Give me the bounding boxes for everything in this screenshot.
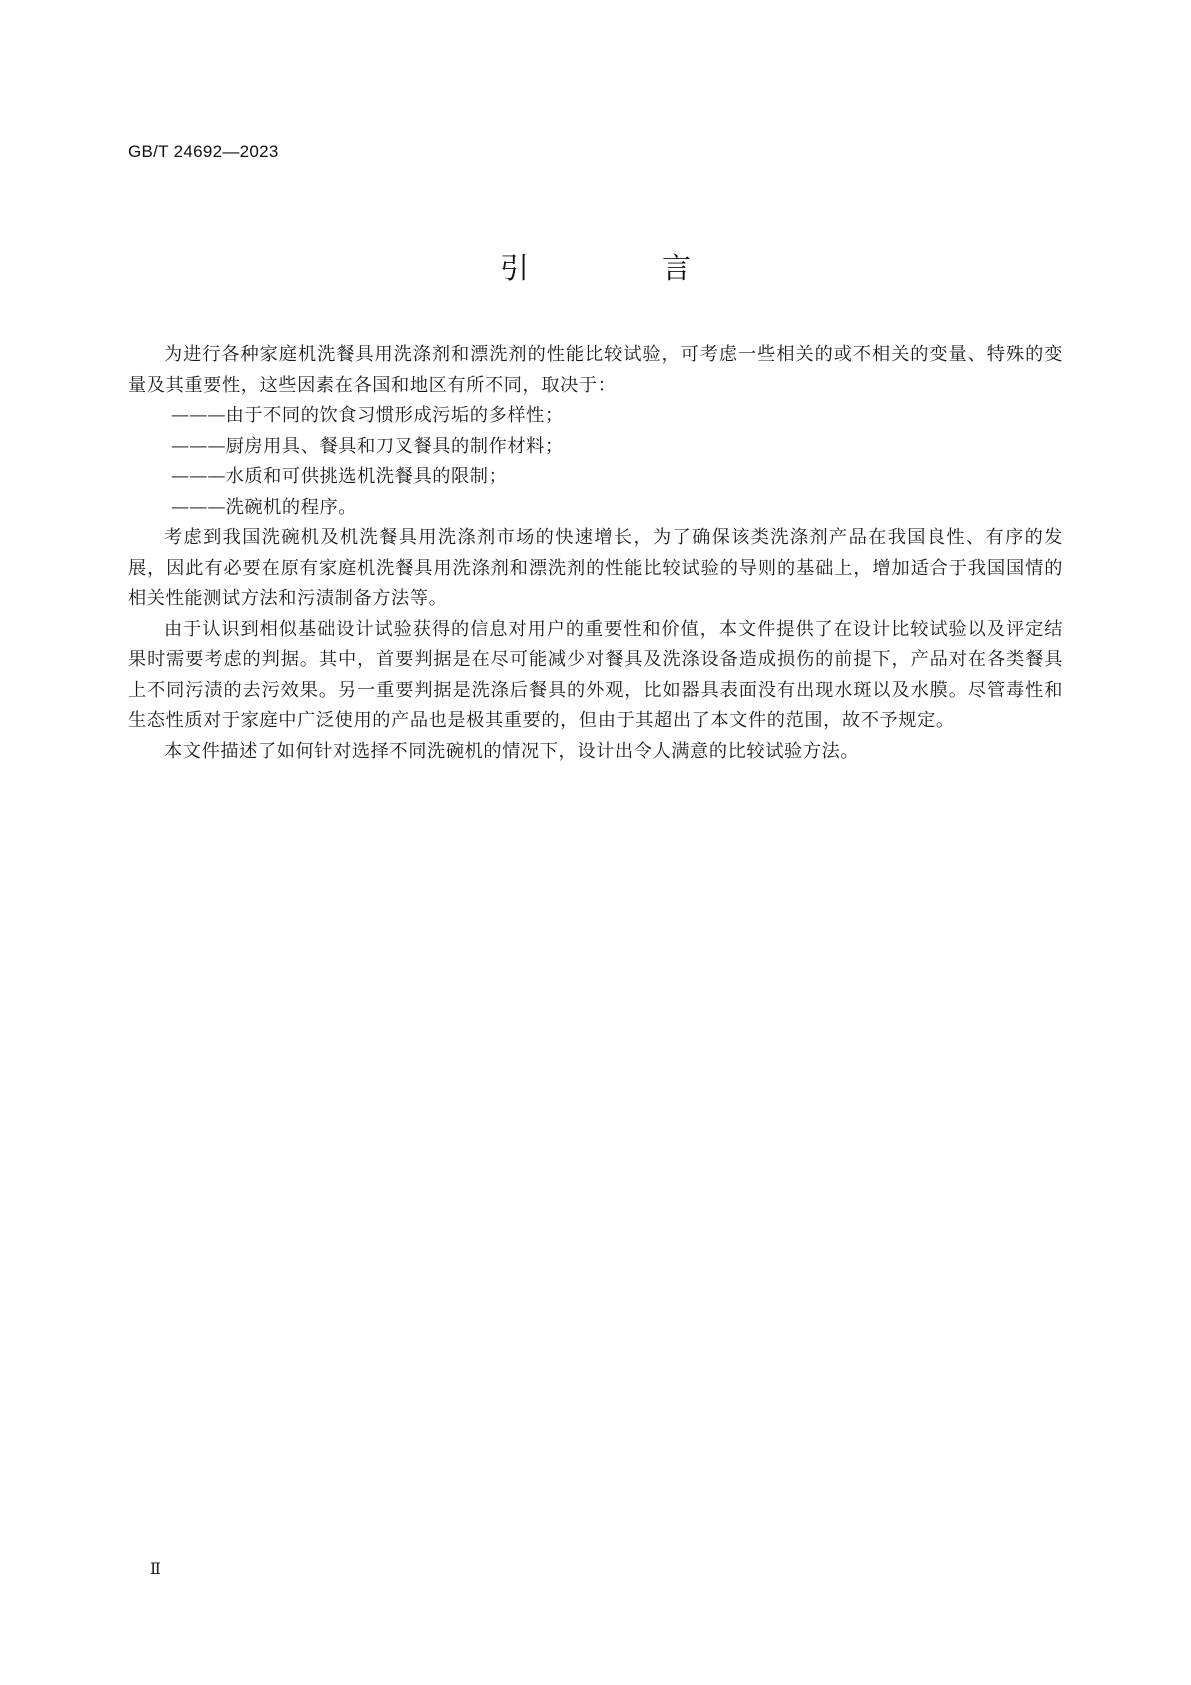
page-number: Ⅱ (150, 1559, 161, 1578)
considerations-list (128, 401, 1063, 523)
list-item-text: 水质和可供挑选机洗餐具的限制； (225, 466, 508, 487)
document-body (128, 340, 1063, 767)
intro-paragraph: 为进行各种家庭机洗餐具用洗涤剂和漂洗剂的性能比较试验，可考虑一些相关的或不相关的变量、特殊的变量及其重要性，这些因素在各国和地区有所不同，取决于： (128, 344, 1063, 396)
list-item (128, 401, 1063, 432)
scope-paragraph: 本文件描述了如何针对选择不同洗碗机的情况下，设计出令人满意的比较试验方法。 (164, 740, 860, 762)
list-item-text: 厨房用具、餐具和刀叉餐具的制作材料； (225, 435, 564, 457)
list-dash: ——— (171, 405, 226, 426)
market-growth-paragraph: 考虑到我国洗碗机及机洗餐具用洗涤剂市场的快速增长，为了确保该类洗涤剂产品在我国良性、有序的发展，因此有必要在原有家庭机洗餐具用洗涤剂和漂洗剂的性能比较试验的导则的基础上，增加适合于我国国情的相关性能测试方法和污渍制备方法等。 (128, 527, 1063, 609)
list-item (128, 493, 1063, 524)
list-dash: ——— (171, 496, 226, 518)
list-item-text: 由于不同的饮食习惯形成污垢的多样性； (225, 405, 564, 426)
standard-code: GB/T 24692—2023 (128, 142, 279, 161)
list-item-text: 洗碗机的程序。 (225, 496, 358, 518)
list-item (128, 462, 1063, 493)
list-dash: ——— (171, 435, 226, 457)
criteria-paragraph: 由于认识到相似基础设计试验获得的信息对用户的重要性和价值，本文件提供了在设计比较试验以及评定结果时需要考虑的判据。其中，首要判据是在尽可能减少对餐具及洗涤设备造成损伤的前提下，产品对在各类餐具上不同污渍的去污效果。另一重要判据是洗涤后餐具的外观，比如器具表面没有出现水斑以及水膜。尽管毒性和生态性质对于家庭中广泛使用的产品也是极其重要的，但由于其超出了本文件的范围，故不予规定。 (128, 618, 1063, 731)
list-dash: ——— (171, 466, 226, 487)
page-title: 引 言 (499, 251, 743, 285)
list-item (128, 432, 1063, 463)
